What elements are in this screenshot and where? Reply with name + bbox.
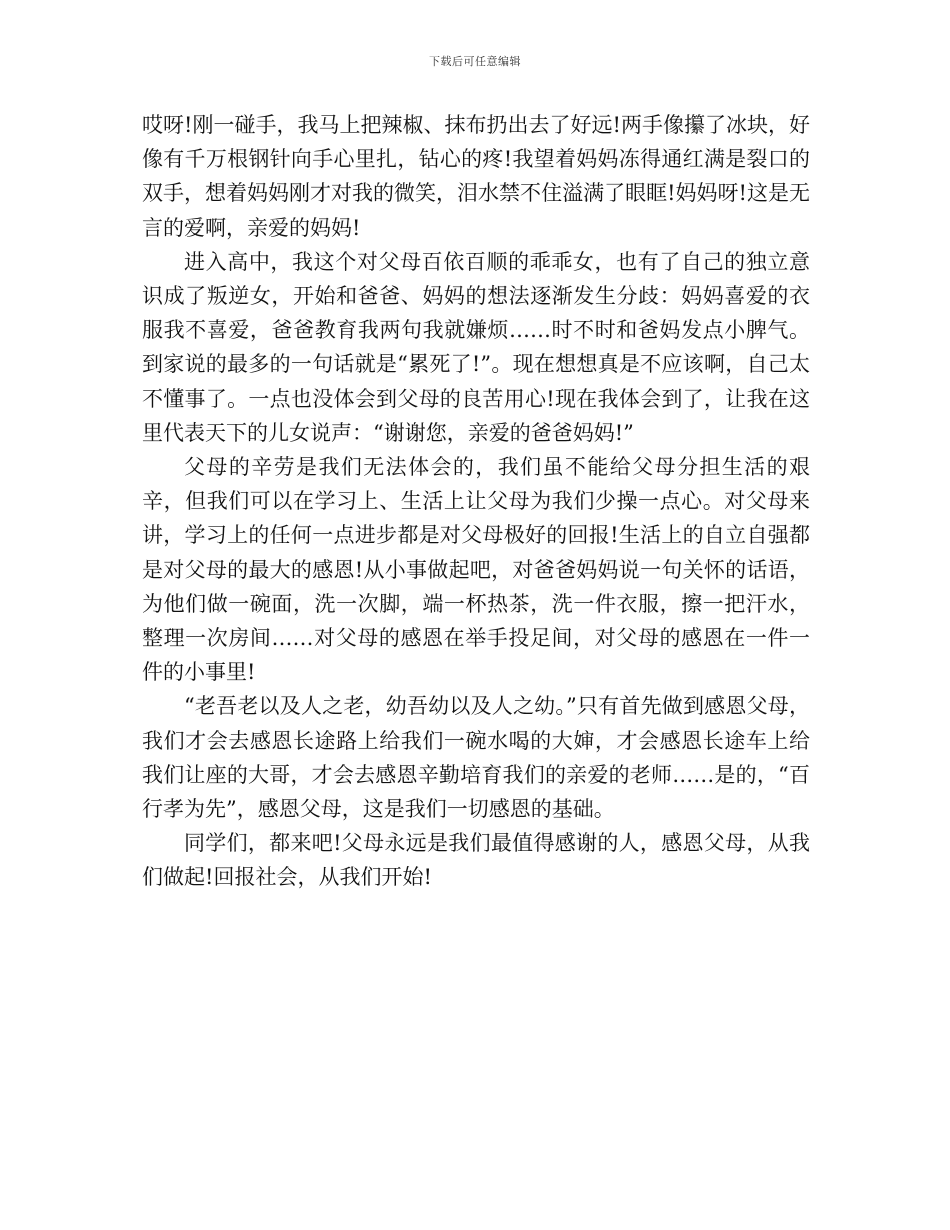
paragraph-1: 哎呀!刚一碰手，我马上把辣椒、抹布扔出去了好远!两手像攥了冰块，好像有千万根钢针向手心里扎，钻心的疼!我望着妈妈冻得通红满是裂口的双手，想着妈妈刚才对我的微笑，泪水禁不住溢满了眼眶!妈妈呀!这是无言的爱啊，亲爱的妈妈! (142, 113, 810, 240)
paragraph-2: 进入高中，我这个对父母百依百顺的乖乖女，也有了自己的独立意识成了叛逆女，开始和爸爸、妈妈的想法逐渐发生分歧：妈妈喜爱的衣服我不喜爱，爸爸教育我两句我就嫌烦……时不时和爸妈发点小脾气。到家说的最多的一句话就是“累死了!”。现在想想真是不应该啊，自己太不懂事了。一点也没体会到父母的良苦用心!现在我体会到了，让我在这里代表天下的儿女说声：“谢谢您，亲爱的爸爸妈妈!” (142, 249, 810, 445)
document-body (142, 108, 810, 895)
paragraph-3: 父母的辛劳是我们无法体会的，我们虽不能给父母分担生活的艰辛，但我们可以在学习上、生活上让父母为我们少操一点心。对父母来讲，学习上的任何一点进步都是对父母极好的回报!生活上的自立自强都是对父母的最大的感恩!从小事做起吧，对爸爸妈妈说一句关怀的话语，为他们做一碗面，洗一次脚，端一杯热茶，洗一件衣服，擦一把汗水，整理一次房间……对父母的感恩在举手投足间，对父母的感恩在一件一件的小事里! (142, 455, 810, 685)
paragraph-5: 同学们，都来吧!父母永远是我们最值得感谢的人，感恩父母，从我们做起!回报社会，从我们开始! (142, 831, 810, 890)
paragraph-4: “老吾老以及人之老，幼吾幼以及人之幼。”只有首先做到感恩父母，我们才会去感恩长途路上给我们一碗水喝的大婶，才会感恩长途车上给我们让座的大哥，才会去感恩辛勤培育我们的亲爱的老师……是的，“百行孝为先”，感恩父母，这是我们一切感恩的基础。 (142, 694, 810, 822)
page-header: 下载后可任意编辑 (429, 55, 521, 68)
